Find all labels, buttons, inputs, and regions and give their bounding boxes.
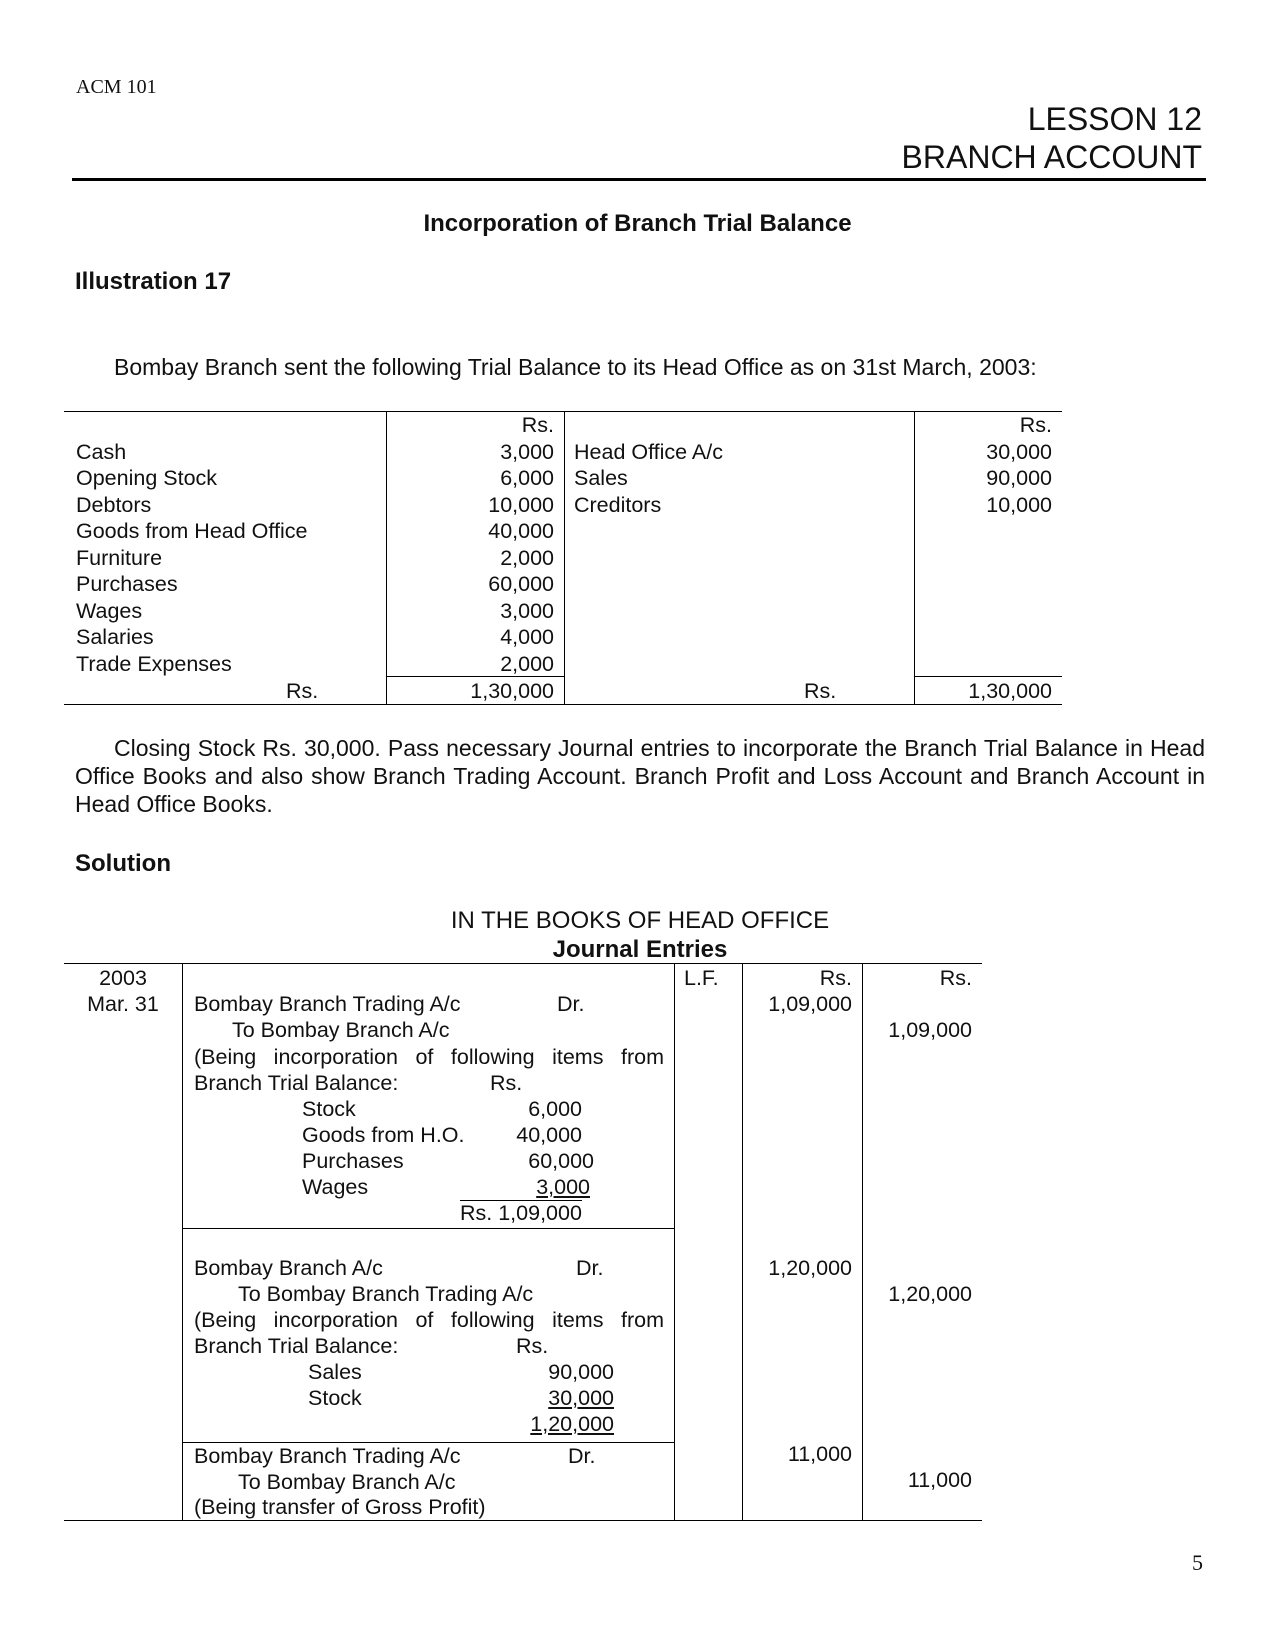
journal-heading [380,906,900,964]
entry2-item-name: Stock [308,1386,362,1410]
journal-subtitle: Journal Entries [552,936,728,963]
entry2-debit-account: Bombay Branch A/c [194,1256,383,1280]
books-title: IN THE BOOKS OF HEAD OFFICE [450,907,830,934]
trial-balance-table [64,411,1062,705]
credit-item-name: Head Office A/c [574,439,723,464]
debit-item-name: Trade Expenses [76,651,232,676]
entry1-credit-account: To Bombay Branch A/c [232,1018,450,1042]
column-divider [564,412,565,704]
journal-year: 2003 [99,966,147,990]
entry2-cr-amount: 1,20,000 [888,1282,972,1306]
entry1-items-total: Rs. 1,09,000 [460,1201,582,1225]
entry2-dr-amount: 1,20,000 [768,1256,852,1280]
entry1-dr-amount: 1,09,000 [768,992,852,1016]
entry1-item-name: Purchases [302,1149,404,1173]
entry3-debit-account: Bombay Branch Trading A/c [194,1444,461,1468]
entry1-narration: (Being incorporation of following items from [194,1045,664,1069]
lesson-number: LESSON 12 [1027,101,1202,137]
debit-item-name: Furniture [76,545,163,570]
total-rule [914,676,1062,677]
entry1-item-name: Goods from H.O. [302,1123,465,1147]
credit-item-amount: 10,000 [986,492,1052,517]
debit-amounts-column [394,412,554,677]
debit-item-name: Debtors [76,492,152,517]
debit-item-amount: 2,000 [500,545,554,570]
header-divider [72,178,1206,181]
illustration-label: Illustration 17 [75,268,232,295]
lesson-title: BRANCH ACCOUNT [901,139,1202,175]
page-number: 5 [1192,1550,1203,1575]
entry2-item-name: Sales [308,1360,362,1384]
entry1-item-name: Stock [302,1097,356,1121]
entry2-rs-label: Rs. [516,1334,549,1358]
debit-item-name: Cash [76,439,127,464]
currency-label: Rs. [521,413,554,437]
entry3-cr-amount: 11,000 [907,1468,972,1492]
debit-header: Rs. [819,966,852,990]
column-divider [182,964,183,1520]
debit-total: 1,30,000 [470,679,554,703]
question-text: Closing Stock Rs. 30,000. Pass necessary Journal entries to incorporate the Branch Trial Balance in Head Office Books and also show Branch Trading Account. Branch Profit and Loss Account and Branch Account in Head Office Books. [75,735,1205,817]
debit-names-column [76,412,376,677]
debit-item-amount: 4,000 [500,625,554,649]
credit-names-column [574,412,904,518]
solution-label: Solution [75,850,171,877]
entry1-debit-account: Bombay Branch Trading A/c [194,992,461,1016]
credit-item-name: Creditors [574,492,662,517]
entry2-narration: (Being incorporation of following items from [194,1308,664,1332]
column-divider [742,964,743,1520]
debit-item-amount: 2,000 [500,651,554,676]
column-divider [914,412,915,704]
lf-header: L.F. [684,966,719,990]
entry3-credit-account: To Bombay Branch A/c [238,1470,456,1494]
entry1-item-amount: 40,000 [516,1123,582,1147]
question-paragraph [75,734,1205,818]
entry1-narration-cont: Branch Trial Balance: [194,1071,399,1095]
credit-total: 1,30,000 [968,679,1052,703]
journal-date: Mar. 31 [87,992,159,1016]
entry2-item-amount: 90,000 [548,1360,614,1384]
entry3-dr-marker: Dr. [568,1444,596,1468]
credit-item-name: Sales [574,466,628,490]
entry2-items-total: 1,20,000 [530,1412,614,1436]
course-code: ACM 101 [76,76,157,98]
entry3-dr-amount: 11,000 [787,1442,852,1466]
debit-item-amount: 6,000 [500,466,554,490]
entry1-item-amount: 60,000 [528,1149,594,1173]
intro-text: Bombay Branch sent the following Trial Balance to its Head Office as on 31st March, 2003: [114,354,1037,380]
credit-item-amount: 30,000 [986,439,1052,464]
column-divider [862,964,863,1520]
debit-item-name: Opening Stock [76,466,218,490]
credit-header: Rs. [939,966,972,990]
entry1-item-name: Wages [302,1175,369,1199]
total-rule [386,676,564,677]
journal-table [64,963,982,1521]
entry1-dr-marker: Dr. [557,992,585,1016]
column-divider [386,412,387,704]
entry2-item-amount: 30,000 [548,1386,614,1410]
debit-total-label: Rs. [286,679,319,703]
debit-item-amount: 60,000 [488,572,554,596]
credit-total-label: Rs. [804,679,837,703]
debit-item-amount: 40,000 [488,519,554,543]
entry1-item-amount: 3,000 [536,1175,590,1199]
entry2-dr-marker: Dr. [576,1256,604,1280]
entry1-rs-label: Rs. [490,1071,523,1095]
entry-separator [182,1228,674,1229]
debit-item-amount: 10,000 [488,492,554,517]
debit-item-amount: 3,000 [500,598,554,623]
credit-amounts-column [922,412,1052,518]
column-divider [674,964,675,1520]
lesson-heading [902,100,1202,176]
entry1-cr-amount: 1,09,000 [888,1018,972,1042]
debit-item-name: Salaries [76,625,154,649]
currency-label: Rs. [1019,413,1052,437]
credit-item-amount: 90,000 [986,466,1052,490]
debit-item-name: Purchases [76,572,178,596]
debit-item-amount: 3,000 [500,439,554,464]
debit-item-name: Goods from Head Office [76,519,308,543]
section-title: Incorporation of Branch Trial Balance [423,210,852,237]
entry1-item-amount: 6,000 [528,1097,582,1121]
entry2-credit-account: To Bombay Branch Trading A/c [238,1282,534,1306]
entry3-narration: (Being transfer of Gross Profit) [194,1495,486,1519]
debit-item-name: Wages [76,598,143,623]
entry2-narration-cont: Branch Trial Balance: [194,1334,399,1358]
